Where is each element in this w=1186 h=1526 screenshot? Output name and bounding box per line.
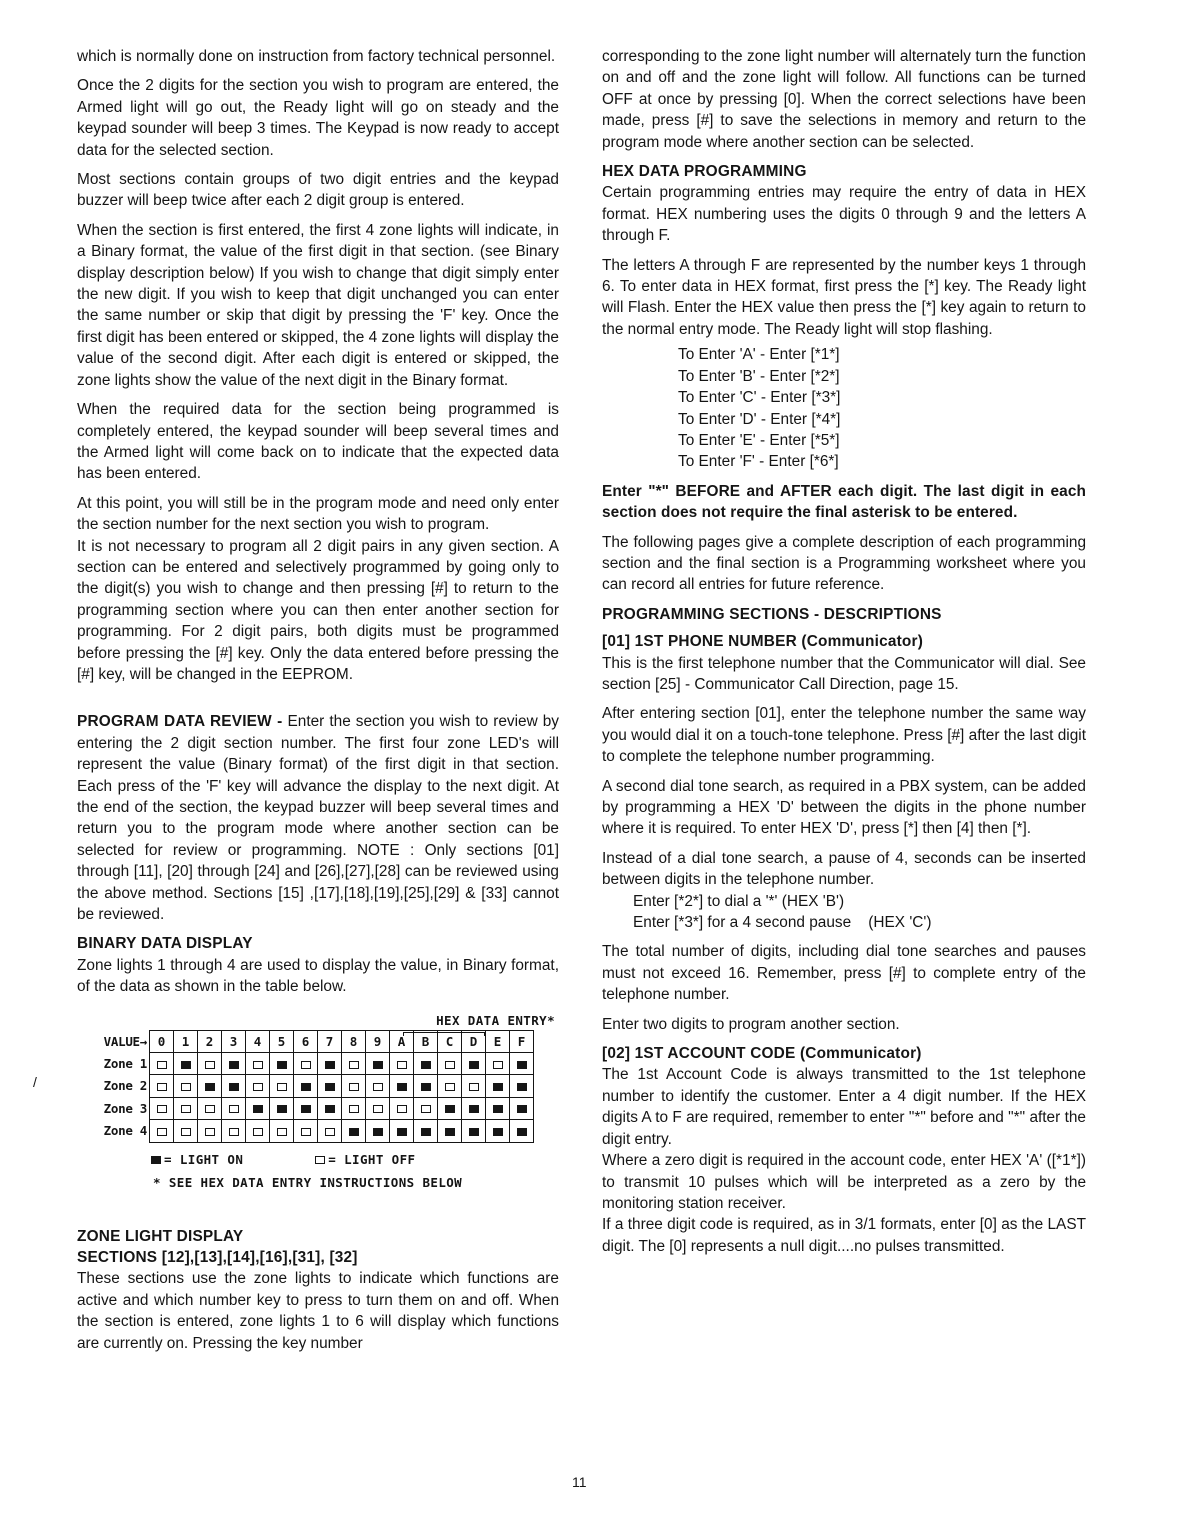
zone-light-cell xyxy=(246,1097,270,1119)
zone-light-cell xyxy=(390,1053,414,1075)
zone-light-cell xyxy=(270,1075,294,1097)
zone-row xyxy=(77,1053,534,1075)
left-column xyxy=(77,46,559,1362)
dial-entry-item: Enter [*3*] for a 4 second pause (HEX 'C') xyxy=(633,914,932,932)
zone-light-cell xyxy=(510,1097,534,1119)
zone-light-cell xyxy=(390,1120,414,1142)
value-cell: 0 xyxy=(150,1030,174,1052)
zone-light-cell xyxy=(414,1075,438,1097)
value-cell: C xyxy=(438,1030,462,1052)
value-cell: E xyxy=(486,1030,510,1052)
section-02-paragraph-2: Where a zero digit is required in the account code, enter HEX 'A' ([*1*]) to transmit 10 pulses which will be interpreted as a zero by the monitoring station receiver. xyxy=(602,1152,1086,1212)
zone-light-sections-heading: SECTIONS [12],[13],[14],[16],[31], [32] xyxy=(77,1248,358,1266)
hex-entry-item: To Enter 'C' - Enter [*3*] xyxy=(678,389,841,407)
left-paragraph-3: Most sections contain groups of two digit entries and the keypad buzzer will beep twice after each 2 digit group is entered. xyxy=(77,171,559,210)
zone-light-cell xyxy=(486,1120,510,1142)
value-cell: F xyxy=(510,1030,534,1052)
hex-paragraph-1: Certain programming entries may require the entry of data in HEX format. HEX numbering uses the digits 0 through 9 and the letters A through F. xyxy=(602,184,1086,245)
zone-light-cell xyxy=(270,1097,294,1119)
section-01-heading: [01] 1ST PHONE NUMBER (Communicator) xyxy=(602,633,924,651)
legend-note: * SEE HEX DATA ENTRY INSTRUCTIONS BELOW xyxy=(153,1175,463,1191)
zone-light-cell xyxy=(486,1097,510,1119)
zone-light-cell xyxy=(174,1120,198,1142)
light-on-icon xyxy=(493,1083,503,1091)
zone-light-cell xyxy=(174,1053,198,1075)
zone-light-cell xyxy=(318,1053,342,1075)
hex-entry-list xyxy=(678,344,1086,472)
zone-light-cell xyxy=(462,1097,486,1119)
zone-light-cell xyxy=(198,1075,222,1097)
value-cell: D xyxy=(462,1030,486,1052)
light-off-icon xyxy=(229,1105,239,1113)
value-cell: 3 xyxy=(222,1030,246,1052)
light-off-icon xyxy=(325,1128,335,1136)
zone-light-cell xyxy=(486,1053,510,1075)
binary-data-display-body: Zone lights 1 through 4 are used to display the value, in Binary format, of the data as shown in the table below. xyxy=(77,956,559,996)
value-cell: 7 xyxy=(318,1030,342,1052)
section-01-paragraph-1: This is the first telephone number that the Communicator will dial. See section [25] - Communicator Call Direction, page 15. xyxy=(602,654,1086,693)
zone-light-cell xyxy=(390,1075,414,1097)
zone-label: Zone 3 xyxy=(103,1100,147,1116)
zone-light-cell xyxy=(222,1120,246,1142)
value-cell: 5 xyxy=(270,1030,294,1052)
light-on-icon xyxy=(397,1083,407,1091)
hex-asterisk-note: Enter "*" BEFORE and AFTER each digit. The last digit in each section does not require the final asterisk to be entered. xyxy=(602,482,1086,522)
zone-label: Zone 1 xyxy=(103,1056,147,1072)
light-on-icon xyxy=(325,1061,335,1069)
spacer xyxy=(77,693,559,711)
stray-mark: / xyxy=(33,1074,37,1090)
light-off-icon xyxy=(301,1128,311,1136)
light-off-icon xyxy=(253,1083,263,1091)
zone-light-cell xyxy=(366,1053,390,1075)
zone-light-cell xyxy=(294,1097,318,1119)
left-paragraph-1: which is normally done on instruction from factory technical personnel. xyxy=(77,48,556,65)
zone-light-cell xyxy=(462,1053,486,1075)
section-02-paragraph-3: If a three digit code is required, as in 3/1 formats, enter [0] as the LAST digit. The [0] represents a null digit....no pulses transmitted. xyxy=(602,1216,1086,1255)
zone-light-cell xyxy=(198,1053,222,1075)
page-number: 11 xyxy=(572,1474,587,1490)
light-on-icon xyxy=(229,1061,239,1069)
value-cell: 9 xyxy=(366,1030,390,1052)
light-off-icon xyxy=(349,1105,359,1113)
zone-light-cell xyxy=(270,1120,294,1142)
light-off-icon xyxy=(397,1105,407,1113)
zone-light-cell xyxy=(318,1097,342,1119)
binary-table xyxy=(77,1030,534,1143)
following-pages-paragraph: The following pages give a complete description of each programming section and the final section is a Programming worksheet where you can record all entries for future reference. xyxy=(602,533,1086,594)
light-on-icon xyxy=(397,1128,407,1136)
light-off-icon xyxy=(397,1061,407,1069)
light-on-icon xyxy=(517,1128,527,1136)
light-off-icon xyxy=(277,1083,287,1091)
light-off-icon xyxy=(205,1128,215,1136)
light-on-icon xyxy=(253,1105,263,1113)
zone-light-cell xyxy=(222,1097,246,1119)
value-label: VALUE→ xyxy=(103,1033,147,1049)
light-on-icon xyxy=(373,1128,383,1136)
program-data-review-paragraph xyxy=(77,711,559,925)
section-01-paragraph-2: After entering section [01], enter the telephone number the same way you would dial it on a touch-tone telephone. Press [#] after the last digit to complete the telephone number programming. xyxy=(602,705,1086,766)
light-off-icon xyxy=(301,1061,311,1069)
light-off-icon xyxy=(157,1105,167,1113)
left-paragraph-7: It is not necessary to program all 2 digit pairs in any given section. A section can be entered and selectively programmed by going only to the digit(s) you wish to change and then pressing [#] to return to the programming section where you can then enter another section for programming. For 2 digit pairs, both digits must be programmed before pressing the [#] key. Only the data entered before pressing the [#] key, will be changed in the EEPROM. xyxy=(77,537,559,683)
light-off-icon xyxy=(253,1128,263,1136)
section-01-paragraph-4: Instead of a dial tone search, a pause of 4, seconds can be inserted between digits in the telephone number. xyxy=(602,849,1086,889)
hex-data-programming-heading: HEX DATA PROGRAMMING xyxy=(602,163,807,181)
right-column xyxy=(602,46,1086,1257)
value-cell: A xyxy=(390,1030,414,1052)
light-on-icon xyxy=(181,1061,191,1069)
zone-row xyxy=(77,1097,534,1119)
light-off-icon xyxy=(445,1083,455,1091)
zone-light-cell xyxy=(318,1120,342,1142)
zone-light-cell xyxy=(342,1075,366,1097)
light-off-icon xyxy=(181,1128,191,1136)
light-off-icon xyxy=(157,1128,167,1136)
zone-light-cell xyxy=(414,1097,438,1119)
light-off-icon xyxy=(373,1083,383,1091)
light-on-icon xyxy=(301,1105,311,1113)
light-off-icon xyxy=(445,1061,455,1069)
zone-light-cell xyxy=(438,1097,462,1119)
zone-light-cell xyxy=(462,1120,486,1142)
zone-label: Zone 2 xyxy=(103,1078,147,1094)
binary-table-figure xyxy=(77,1012,559,1194)
light-off-icon xyxy=(421,1105,431,1113)
light-on-icon xyxy=(205,1083,215,1091)
zone-light-cell xyxy=(150,1075,174,1097)
zone-light-cell xyxy=(510,1075,534,1097)
light-on-icon xyxy=(493,1105,503,1113)
zone-light-cell xyxy=(510,1053,534,1075)
zone-light-cell xyxy=(414,1120,438,1142)
light-on-icon xyxy=(277,1061,287,1069)
value-cell: 2 xyxy=(198,1030,222,1052)
section-02-heading: [02] 1ST ACCOUNT CODE (Communicator) xyxy=(602,1045,922,1063)
zone-light-cell xyxy=(510,1120,534,1142)
zone-light-cell xyxy=(270,1053,294,1075)
zone-light-cell xyxy=(438,1075,462,1097)
zone-light-cell xyxy=(294,1053,318,1075)
hex-entry-item: To Enter 'D' - Enter [*4*] xyxy=(678,410,841,428)
light-on-icon xyxy=(469,1128,479,1136)
value-cell: 6 xyxy=(294,1030,318,1052)
light-on-icon xyxy=(421,1061,431,1069)
zone-row xyxy=(77,1120,534,1142)
light-off-icon xyxy=(157,1061,167,1069)
hex-data-entry-title: HEX DATA ENTRY* xyxy=(436,1012,555,1028)
zone-light-cell xyxy=(318,1075,342,1097)
hex-entry-item: To Enter 'F' - Enter [*6*] xyxy=(678,453,839,471)
zone-light-cell xyxy=(150,1097,174,1119)
light-off-icon xyxy=(181,1105,191,1113)
light-on-icon xyxy=(325,1083,335,1091)
light-off-icon xyxy=(205,1105,215,1113)
light-on-icon xyxy=(301,1083,311,1091)
zone-light-cell xyxy=(366,1075,390,1097)
light-off-icon xyxy=(373,1105,383,1113)
light-off-icon xyxy=(493,1061,503,1069)
zone-light-cell xyxy=(342,1097,366,1119)
left-paragraph-6: At this point, you will still be in the program mode and need only enter the section number for the next section you wish to program. xyxy=(77,494,559,534)
zone-row xyxy=(77,1075,534,1097)
light-on-icon xyxy=(373,1061,383,1069)
light-off-icon xyxy=(157,1083,167,1091)
zone-light-cell xyxy=(150,1120,174,1142)
zone-light-cell xyxy=(246,1075,270,1097)
zone-light-cell xyxy=(246,1120,270,1142)
binary-data-display-heading: BINARY DATA DISPLAY xyxy=(77,935,253,953)
zone-light-cell xyxy=(222,1053,246,1075)
program-data-review-heading: PROGRAM DATA REVIEW - xyxy=(77,713,283,731)
zone-light-cell xyxy=(294,1075,318,1097)
hex-entry-item: To Enter 'B' - Enter [*2*] xyxy=(678,367,840,385)
section-01-paragraph-3: A second dial tone search, as required in a PBX system, can be added by programming a HEX 'D' between the digits in the phone number where it is required. To enter HEX 'D', press [*] then [4] then [*]. xyxy=(602,777,1086,838)
zone-light-cell xyxy=(342,1120,366,1142)
light-on-icon xyxy=(151,1156,161,1164)
light-on-icon xyxy=(517,1083,527,1091)
zone-light-cell xyxy=(246,1053,270,1075)
zone-light-cell xyxy=(414,1053,438,1075)
light-on-icon xyxy=(445,1128,455,1136)
light-on-icon xyxy=(469,1105,479,1113)
dial-entry-list xyxy=(633,891,1086,934)
hex-bracket xyxy=(403,1032,485,1036)
zone-light-cell xyxy=(438,1120,462,1142)
light-off-icon xyxy=(469,1083,479,1091)
light-on-icon xyxy=(445,1105,455,1113)
zone-light-cell xyxy=(462,1075,486,1097)
value-cell: 1 xyxy=(174,1030,198,1052)
section-02-paragraph-1: The 1st Account Code is always transmitted to the 1st telephone number to identify the customer. Enter a 4 digit number. If the HEX digits A to F are required, remember to enter "*" before and "*" after the digit entry. xyxy=(602,1066,1086,1148)
hex-entry-item: To Enter 'A' - Enter [*1*] xyxy=(678,346,840,364)
zone-light-cell xyxy=(486,1075,510,1097)
light-on-icon xyxy=(421,1083,431,1091)
right-paragraph-1: corresponding to the zone light number will alternately turn the function on and off and the zone light will follow. All functions can be turned OFF at once by pressing [0]. When the correct selections have been made, press [#] to save the selections in memory and return to the program mode where another section can be selected. xyxy=(602,48,1086,151)
light-off-icon xyxy=(277,1128,287,1136)
light-on-icon xyxy=(517,1061,527,1069)
light-on-icon xyxy=(277,1105,287,1113)
legend-on-label: = LIGHT ON xyxy=(164,1151,244,1167)
zone-light-display-body: These sections use the zone lights to indicate which functions are active and which number key to press to turn them on and off. When the section is entered, zone lights 1 to 6 will display which functions are currently on. Pressing the key number xyxy=(77,1270,559,1352)
hex-paragraph-2: The letters A through F are represented by the number keys 1 through 6. To enter data in HEX format, first press the [*] key. The Ready light will Flash. Enter the HEX value then press the [*] key again to return to the normal entry mode. The Ready light will stop flashing. xyxy=(602,256,1086,338)
zone-light-cell xyxy=(438,1053,462,1075)
left-paragraph-5: When the required data for the section being programmed is completely entered, the keypad sounder will beep several times and the Armed light will come back on to indicate that the expected data has been entered. xyxy=(77,401,559,483)
dial-entry-item: Enter [*2*] to dial a '*' (HEX 'B') xyxy=(633,892,845,910)
legend-off-label: = LIGHT OFF xyxy=(328,1151,416,1167)
zone-light-cell xyxy=(174,1097,198,1119)
section-01-paragraph-6: Enter two digits to program another section. xyxy=(602,1015,900,1033)
zone-light-cell xyxy=(222,1075,246,1097)
light-off-icon xyxy=(205,1061,215,1069)
light-off-icon xyxy=(229,1128,239,1136)
zone-light-cell xyxy=(366,1097,390,1119)
light-on-icon xyxy=(421,1128,431,1136)
value-cell: 4 xyxy=(246,1030,270,1052)
zone-light-cell xyxy=(390,1097,414,1119)
value-cell: 8 xyxy=(342,1030,366,1052)
light-off-icon xyxy=(315,1156,325,1164)
section-01-paragraph-5: The total number of digits, including dial tone searches and pauses must not exceed 16. Remember, press [#] to complete entry of the telephone number. xyxy=(602,943,1086,1004)
light-off-icon xyxy=(349,1061,359,1069)
binary-table-body xyxy=(77,1030,534,1142)
light-off-icon xyxy=(349,1083,359,1091)
light-on-icon xyxy=(229,1083,239,1091)
value-cell: B xyxy=(414,1030,438,1052)
light-on-icon xyxy=(325,1105,335,1113)
light-on-icon xyxy=(469,1061,479,1069)
zone-light-cell xyxy=(174,1075,198,1097)
zone-light-cell xyxy=(342,1053,366,1075)
programming-sections-heading: PROGRAMMING SECTIONS - DESCRIPTIONS xyxy=(602,605,942,623)
zone-light-cell xyxy=(366,1120,390,1142)
light-on-icon xyxy=(517,1105,527,1113)
legend xyxy=(151,1149,559,1170)
light-off-icon xyxy=(253,1061,263,1069)
left-paragraph-4: When the section is first entered, the first 4 zone lights will indicate, in a Binary format, the value of the first digit in that section. (see Binary display description below) If you wish to change that digit simply enter the new digit. If you wish to keep that digit unchanged you can enter the same number or skip that digit by pressing the 'F' key. Once the first digit has been entered or skipped, the 4 zone lights will display the value of the second digit. After each digit is entered or skipped, the zone lights show the value of the next digit in the Binary format. xyxy=(77,221,559,389)
left-paragraph-2: Once the 2 digits for the section you wish to program are entered, the Armed light will go out, the Ready light will go on steady and the keypad sounder will beep 3 times. The Keypad is now ready to accept data for the selected section. xyxy=(77,77,559,159)
zone-light-cell xyxy=(198,1097,222,1119)
zone-light-cell xyxy=(150,1053,174,1075)
program-data-review-body: Enter the section you wish to review by entering the 2 digit section number. The first four zone LED's will represent the value (Binary format) of the first digit in that section. Each press of the 'F' key will advance the display to the next digit. At the end of the section, the keypad buzzer will beep several times and return you to the program mode where another section can be selected for review or programming. NOTE : Only sections [01] through [11], [20] through [24] and [26],[27],[28] can be reviewed using the above method. Sections [15] ,[17],[18],[19],[25],[29] & [33] cannot be reviewed. xyxy=(77,713,559,924)
light-on-icon xyxy=(349,1128,359,1136)
zone-light-display-heading: ZONE LIGHT DISPLAY xyxy=(77,1227,244,1245)
hex-entry-item: To Enter 'E' - Enter [*5*] xyxy=(678,431,840,449)
zone-label: Zone 4 xyxy=(103,1123,147,1139)
light-off-icon xyxy=(181,1083,191,1091)
zone-light-cell xyxy=(294,1120,318,1142)
zone-light-cell xyxy=(198,1120,222,1142)
light-on-icon xyxy=(493,1128,503,1136)
